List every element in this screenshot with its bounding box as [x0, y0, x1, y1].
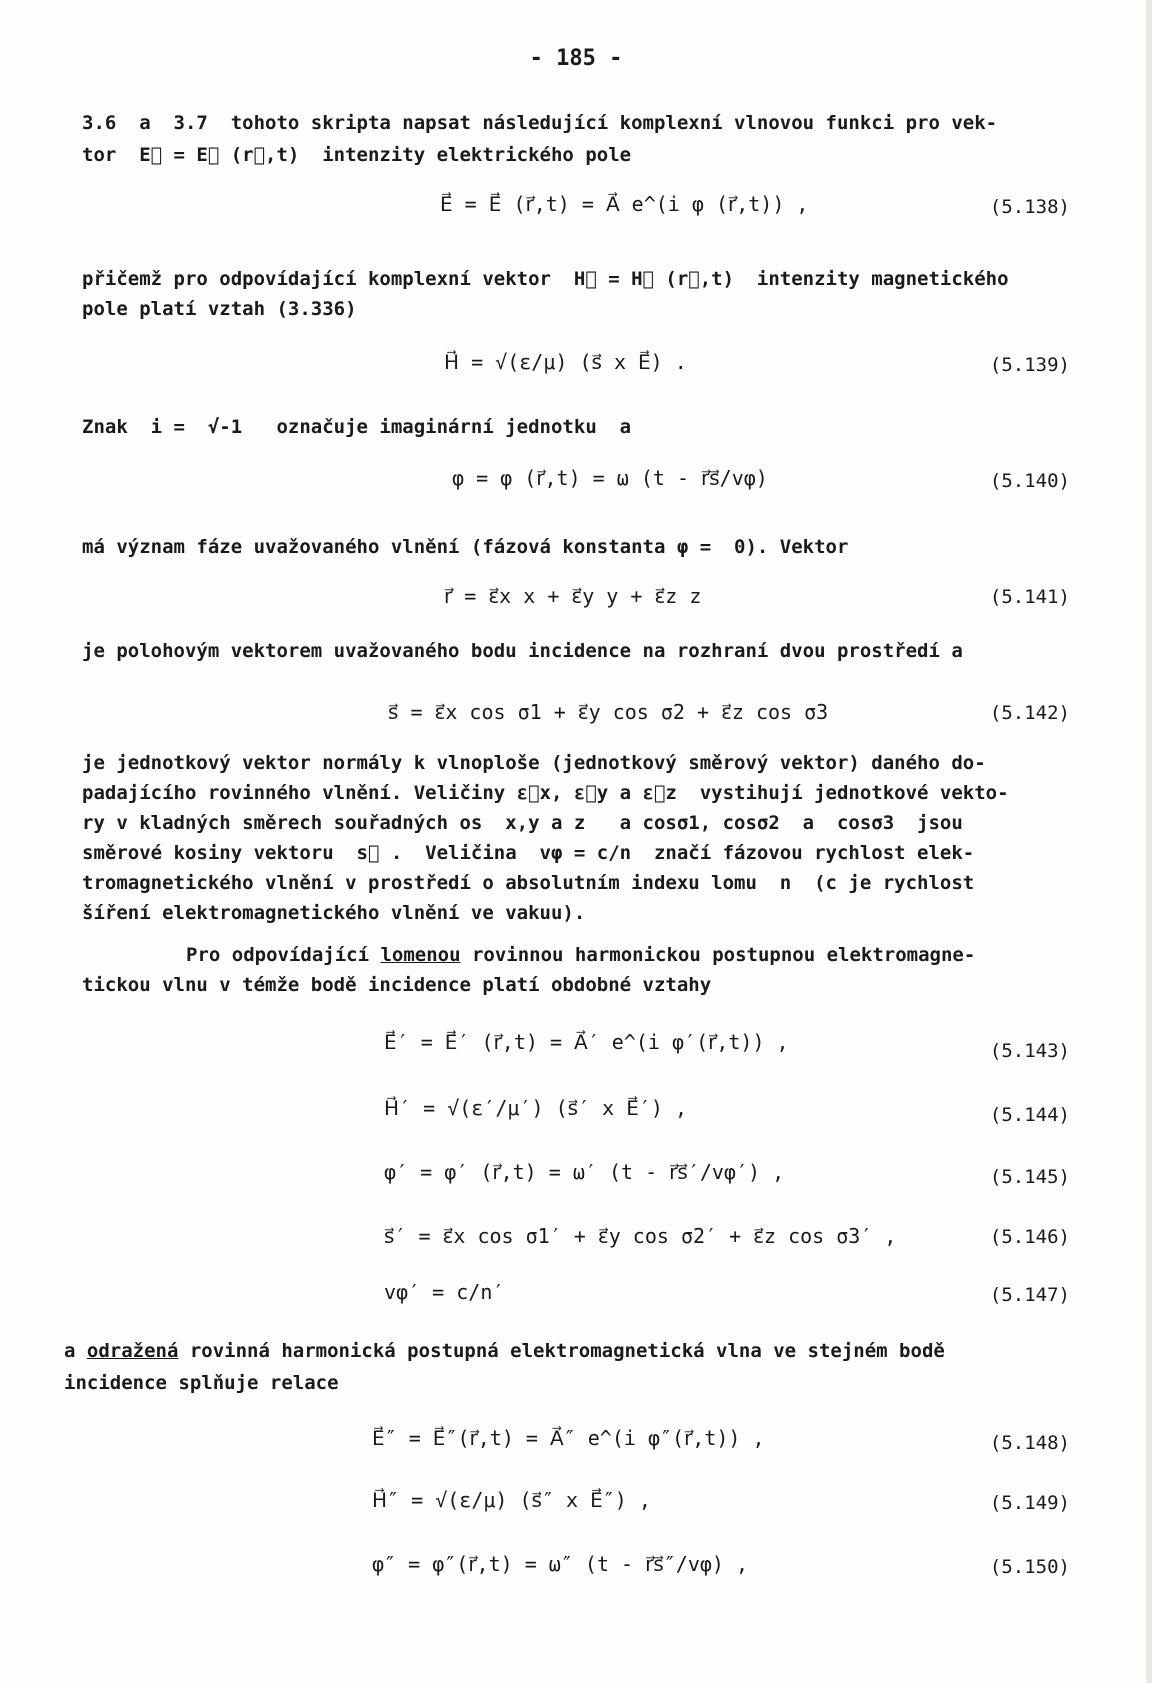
text-line: a odražená rovinná harmonická postupná elektromagnetická vlna ve stejném bodě [64, 1340, 945, 1362]
equation: s⃗′ = ε⃗x cos σ1′ + ε⃗y cos σ2′ + ε⃗z cos σ3′ , [384, 1224, 897, 1248]
equation: φ″ = φ″(r⃗,t) = ω″ (t - r⃗s⃗″/vφ) , [372, 1552, 749, 1576]
text-line: směrové kosiny vektoru s⃗ . Veličina vφ = c/n značí fázovou rychlost elek- [82, 842, 975, 864]
equation-number: (5.144) [989, 1104, 1070, 1126]
equation: H⃗′ = √(ε′/μ′) (s⃗′ x E⃗′) , [384, 1096, 687, 1120]
text-line: Znak i = √-1 označuje imaginární jednotku a [82, 416, 632, 438]
text-line: tor E⃗ = E⃗ (r⃗,t) intenzity elektrického pole [82, 144, 632, 166]
equation-number: (5.142) [989, 702, 1070, 724]
text-line: incidence splňuje relace [64, 1372, 339, 1394]
equation-number: (5.148) [989, 1432, 1070, 1454]
equation: E⃗′ = E⃗′ (r⃗,t) = A⃗′ e^(i φ′(r⃗,t)) , [384, 1030, 789, 1054]
underlined-word: lomenou [380, 944, 461, 966]
equation-number: (5.139) [989, 354, 1070, 376]
equation-number: (5.138) [989, 196, 1070, 218]
text-line: je polohovým vektorem uvažovaného bodu incidence na rozhraní dvou prostředí a [82, 640, 963, 662]
text-line: tickou vlnu v témže bodě incidence platí obdobné vztahy [82, 974, 712, 996]
equation: φ′ = φ′ (r⃗,t) = ω′ (t - r⃗s⃗′/vφ′) , [384, 1160, 785, 1184]
text-line: 3.6 a 3.7 tohoto skripta napsat následující komplexní vlnovou funkci pro vek- [82, 112, 998, 134]
text-line: ry v kladných směrech souřadných os x,y a z a cosσ1, cosσ2 a cosσ3 jsou [82, 812, 963, 834]
equation: φ = φ (r⃗,t) = ω (t - r⃗s⃗/vφ) [452, 466, 768, 490]
equation: H⃗ = √(ε/μ) (s⃗ x E⃗) . [444, 350, 687, 374]
scan-edge [1146, 0, 1152, 1683]
text-line: pole platí vztah (3.336) [82, 298, 357, 320]
equation: E⃗ = E⃗ (r⃗,t) = A⃗ e^(i φ (r⃗,t)) , [440, 192, 809, 216]
text-line: je jednotkový vektor normály k vlnoploše (jednotkový směrový vektor) daného do- [82, 752, 986, 774]
page-number: - 185 - [529, 46, 623, 71]
underlined-word: odražená [86, 1340, 179, 1362]
equation-number: (5.147) [989, 1284, 1070, 1306]
equation: vφ′ = c/n′ [384, 1280, 505, 1304]
text-line: tromagnetického vlnění v prostředí o absolutním indexu lomu n (c je rychlost [82, 872, 975, 894]
equation-number: (5.143) [989, 1040, 1070, 1062]
equation-number: (5.141) [989, 586, 1070, 608]
equation-number: (5.150) [989, 1556, 1070, 1578]
text-line: má význam fáze uvažovaného vlnění (fázová konstanta φ = 0). Vektor [82, 536, 849, 558]
equation-number: (5.146) [989, 1226, 1070, 1248]
equation: H⃗″ = √(ε/μ) (s⃗″ x E⃗″) , [372, 1488, 651, 1512]
equation-number: (5.140) [989, 470, 1070, 492]
equation: E⃗″ = E⃗″(r⃗,t) = A⃗″ e^(i φ″(r⃗,t)) , [372, 1426, 765, 1450]
equation: r⃗ = ε⃗x x + ε⃗y y + ε⃗z z [444, 584, 702, 608]
equation-number: (5.149) [989, 1492, 1070, 1514]
text-line: Pro odpovídající lomenou rovinnou harmonickou postupnou elektromagne- [186, 944, 976, 966]
text-line: přičemž pro odpovídající komplexní vektor H⃗ = H⃗ (r⃗,t) intenzity magnetického [82, 268, 1009, 290]
text-line: padajícího rovinného vlnění. Veličiny ε⃗x, ε⃗y a ε⃗z vystihují jednotkové vekto- [82, 782, 1009, 804]
text-line: šíření elektromagnetického vlnění ve vakuu). [82, 902, 586, 924]
equation: s⃗ = ε⃗x cos σ1 + ε⃗y cos σ2 + ε⃗z cos σ3 [388, 700, 829, 724]
equation-number: (5.145) [989, 1166, 1070, 1188]
